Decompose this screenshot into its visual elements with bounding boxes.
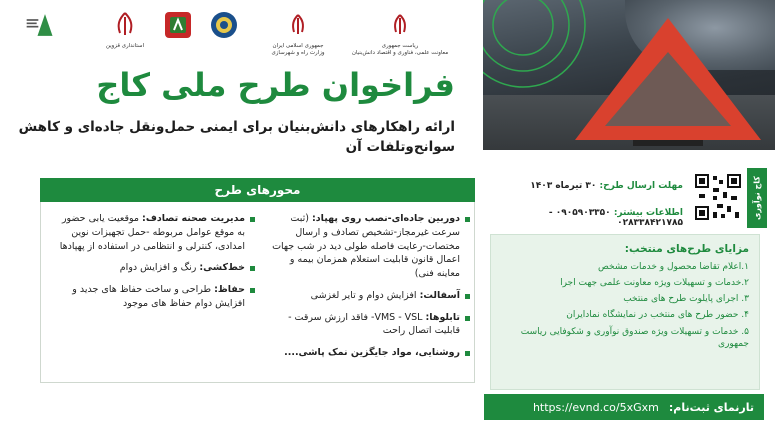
benefits-box (490, 234, 760, 390)
registration-link[interactable]: https://evnd.co/5xGxm (532, 400, 659, 414)
roads-ministry-logo (258, 10, 338, 66)
axes-header: محورهای طرح (40, 178, 475, 202)
deadline (483, 181, 683, 191)
deadline-value: ۳۰ تیرماه ۱۴۰۳ (530, 181, 597, 191)
emblem-icon (385, 10, 415, 40)
registration-bar (484, 394, 764, 420)
axis-item-body: طراحی و ساخت حفاظ های جدید و افزایش دوام حفاظ های موجود (72, 284, 245, 309)
registration-label: تارنمای ثبت‌نام: (668, 400, 754, 414)
benefit-item: ۱.اعلام تقاضا محصول و خدمات مشخص (598, 262, 749, 272)
axis-item-head: تابلوها: (425, 311, 460, 323)
presidential-vp-science-logo (340, 10, 460, 66)
axis-item (270, 212, 470, 281)
vertical-tab: کاج نوآوری (747, 168, 767, 228)
axes-right-column (270, 212, 470, 368)
axis-item-head: حفاظ: (214, 284, 245, 296)
benefit-item: ۲.خدمات و تسهیلات ویژه معاونت علمی جهت اجرا (560, 278, 749, 289)
emblem-icon (110, 10, 140, 40)
contact-info (483, 208, 683, 228)
axis-item-head: دوربین جاده‌ای-نصب روی پهپاد: (312, 213, 460, 224)
hero-photo (483, 0, 775, 150)
vp-science-caption: ریاست جمهوری معاونت علمی، فناوری و اقتصاد دانش‌بنیان (351, 43, 449, 56)
axis-item-head: خط‌کشی: (199, 262, 245, 274)
axis-item-body: افزایش دوام و تایر لغزشی (310, 289, 417, 301)
axes-left-column (55, 212, 255, 319)
axis-item (270, 311, 470, 339)
axis-item (270, 289, 470, 303)
axis-item-body: موقعیت یابی حضور به موقع عوامل مربوطه -حمل تجهیزات نوین امدادی، کنترلی و انتظامی در استفاده از پهپادها (59, 213, 245, 252)
warning-triangle-icon (483, 0, 775, 150)
emblem-icon (283, 10, 313, 40)
axis-item (55, 212, 255, 253)
benefits-heading: مزایای طرح‌های منتخب: (624, 243, 749, 255)
park-logo (10, 10, 70, 66)
contact-label: اطلاعات بیشتر: (613, 208, 683, 218)
police-badge-icon (209, 10, 239, 40)
tree-icon (25, 10, 55, 40)
road-maintenance-logo (160, 10, 196, 66)
axis-item-head: روشنایی، مواد جایگزین نمک پاشی.... (284, 347, 460, 359)
page-subtitle: ارائه راهکارهای دانش‌بنیان برای ایمنی حمل‌ونقل جاده‌ای و کاهش سوانح‌وتلفات آن (18, 119, 455, 155)
axis-item (55, 283, 255, 311)
axis-item (55, 261, 255, 275)
benefit-item: ۵. خدمات و تسهیلات ویژه صندوق نوآوری و شکوفایی ریاست جمهوری (520, 326, 749, 349)
axis-item-head: مدیریت صحنه تصادف: (142, 213, 245, 224)
axis-item (270, 346, 470, 360)
qazvin-caption: استانداری قزوین (105, 43, 145, 49)
logos-row (10, 10, 460, 66)
axis-item-body: VMS - VSL- فاقد ارزش سرقت - قابلیت اتصال راحت (288, 311, 460, 337)
axis-item-body: رنگ و افزایش دوام (119, 262, 197, 274)
roads-ministry-caption: جمهوری اسلامی ایران وزارت راه و شهرسازی (271, 43, 325, 56)
benefit-item: ۴. حضور طرح های منتخب در نمایشگاه نمادایران (566, 310, 749, 321)
police-logo (206, 10, 242, 66)
axis-item-head: آسفالت: (419, 289, 460, 301)
contact-value: ۰۹۰۵۹۰۳۳۵۰ - ۰۲۸۳۳۸۴۲۱۷۸۵ (548, 208, 683, 228)
benefit-item: ۳. اجرای پایلوت طرح های منتخب (623, 294, 749, 305)
page-title: فراخوان طرح ملی کاج (96, 66, 455, 104)
road-badge-icon (163, 10, 193, 40)
qr-code-icon[interactable] (693, 172, 743, 222)
qazvin-governorate-logo (105, 10, 145, 66)
deadline-label: مهلت ارسال طرح: (599, 181, 683, 191)
axis-item-body: (ثبت سرعت غیرمجاز-تشخیص تصادف و ارسال مختصات-رعایت فاصله طولی دید در شب جهات اعمال قانون قابلیت استعلام همزمان بیمه و معاینه فنی) (272, 213, 460, 280)
